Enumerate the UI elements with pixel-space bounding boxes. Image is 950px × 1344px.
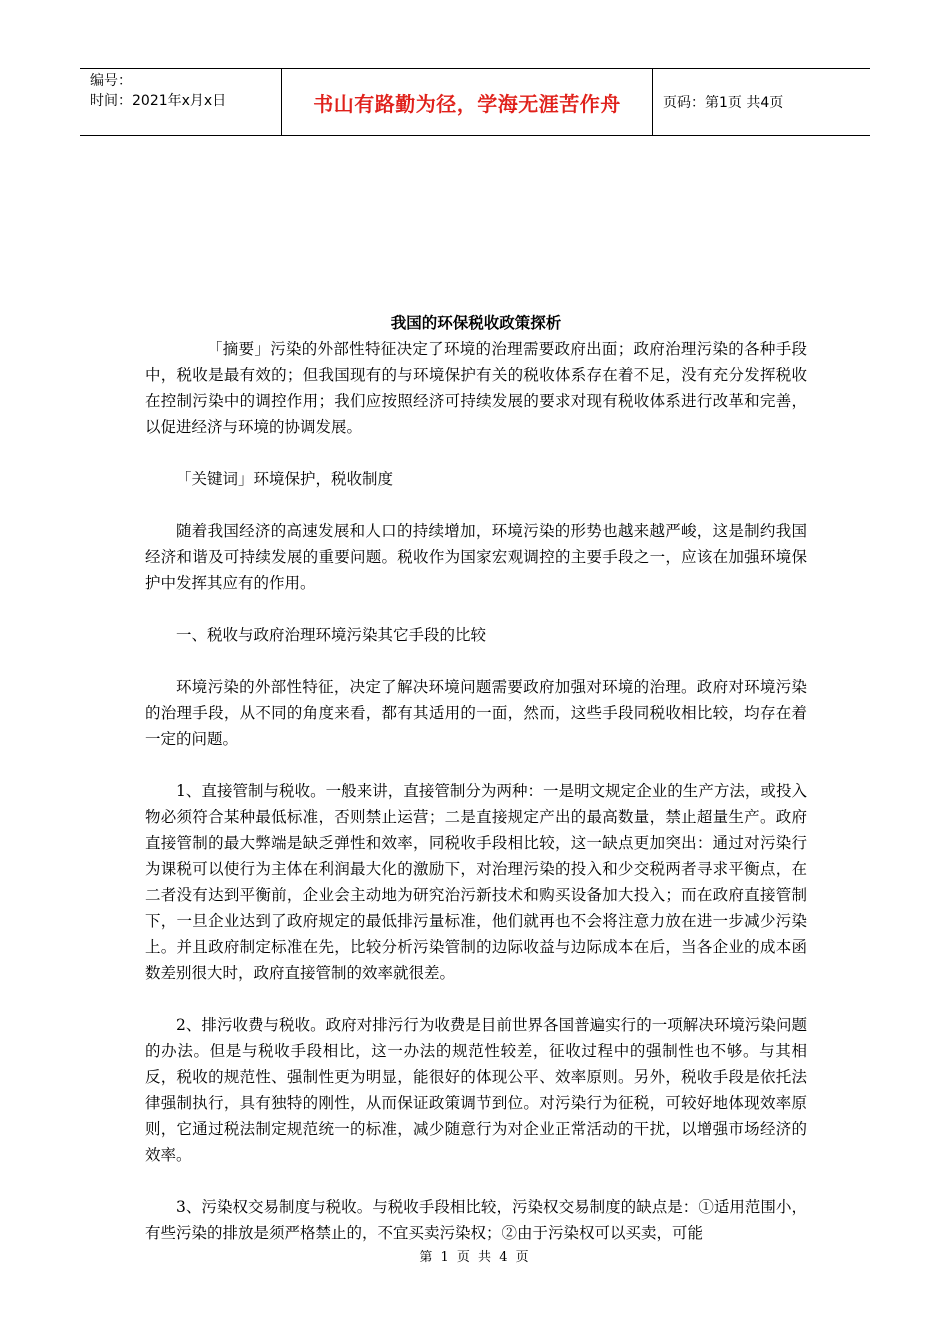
body-paragraph: 1、直接管制与税收。一般来讲，直接管制分为两种：一是明文规定企业的生产方法，或投入物必须符合某种最低标准，否则禁止运营；二是直接规定产出的最高数量，禁止超量生产。政府直接管制的最大弊端是缺乏弹性和效率，同税收手段相比较，这一缺点更加突出：通过对污染行为课税可以使行为主体在利润最大化的激励下，对治理污染的投入和少交税两者寻求平衡点，在二者没有达到平衡前，企业会主动地为研究治污新技术和购买设备加大投入；而在政府直接管制下，一旦企业达到了政府规定的最低排污量标准，他们就再也不会将注意力放在进一步减少污染上。并且政府制定标准在先，比较分析污染管制的边际收益与边际成本在后，当各企业的成本函数差别很大时，政府直接管制的效率就很差。 (145, 782, 807, 982)
document-time-label: 时间：2021年x月x日 (90, 93, 227, 109)
header-table (80, 68, 870, 136)
document-body (145, 310, 807, 1272)
body-paragraph: 3、污染权交易制度与税收。与税收手段相比较，污染权交易制度的缺点是：①适用范围小，有些污染的排放是须严格禁止的，不宜买卖污染权；②由于污染权可以买卖，可能 (145, 1198, 807, 1242)
header-motto: 书山有路勤为径，学海无涯苦作舟 (282, 69, 653, 135)
intro-paragraph: 随着我国经济的高速发展和人口的持续增加，环境污染的形势也越来越严峻，这是制约我国经济和谐及可持续发展的重要问题。税收作为国家宏观调控的主要手段之一，应该在加强环境保护中发挥其应有的作用。 (145, 522, 807, 592)
header-meta (80, 69, 282, 135)
page-footer: 第 1 页 共 4 页 (419, 1250, 531, 1265)
header-page-info: 页码：第1页 共4页 (663, 95, 784, 111)
abstract-paragraph: 「摘要」污染的外部性特征决定了环境的治理需要政府出面；政府治理污染的各种手段中，税收是最有效的；但我国现有的与环境保护有关的税收体系存在着不足，没有充分发挥税收在控制污染中的调控作用；我们应按照经济可持续发展的要求对现有税收体系进行改革和完善，以促进经济与环境的协调发展。 (145, 340, 807, 436)
section-heading: 一、税收与政府治理环境污染其它手段的比较 (176, 626, 487, 644)
body-paragraph: 2、排污收费与税收。政府对排污行为收费是目前世界各国普遍实行的一项解决环境污染问题的办法。但是与税收手段相比，这一办法的规范性较差，征收过程中的强制性也不够。与其相反，税收的规范性、强制性更为明显，能很好的体现公平、效率原则。另外，税收手段是依托法律强制执行，具有独特的刚性，从而保证政策调节到位。对污染行为征税，可较好地体现效率原则，它通过税法制定规范统一的标准，减少随意行为对企业正常活动的干扰，以增强市场经济的效率。 (145, 1016, 807, 1164)
document-title: 我国的环保税收政策探析 (390, 313, 562, 332)
body-paragraph: 环境污染的外部性特征，决定了解决环境问题需要政府加强对环境的治理。政府对环境污染的治理手段，从不同的角度来看，都有其适用的一面，然而，这些手段同税收相比较，均存在着一定的问题。 (145, 678, 807, 748)
keywords-paragraph: 「关键词」环境保护，税收制度 (176, 470, 394, 488)
document-number-label: 编号： (90, 73, 132, 89)
